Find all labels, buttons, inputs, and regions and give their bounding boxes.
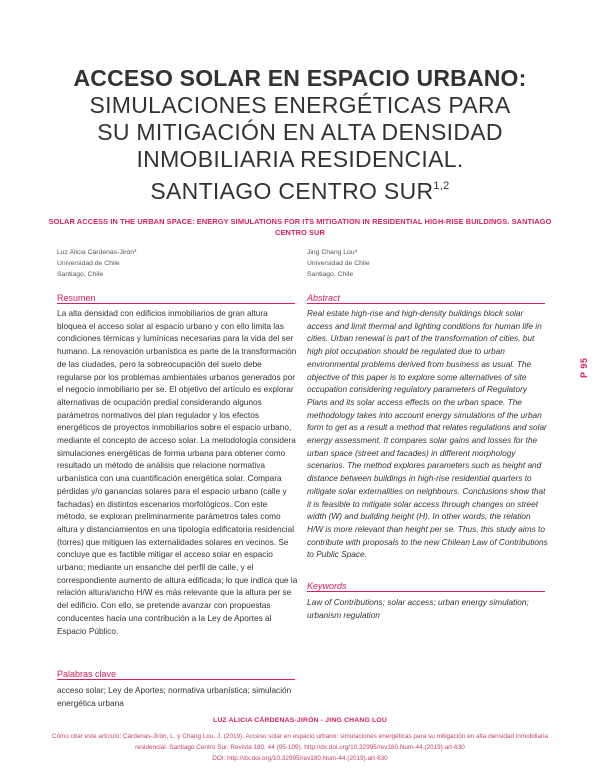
author-1-affiliation: Universidad de Chile (57, 260, 120, 267)
author-1 (57, 247, 136, 280)
abstract-text: Real estate high-rise and high-density buildings block solar access and limit thermal and lighting conditions for human life in cities. Urban renewal is part of the transformation of cities, but high plot occupation should be regulated due to urban environmental problems derived from business as usual. The objective of this paper is to explore some alternatives of site occupation considering regulatory parameters of Regulatory Plans and its solar access effects on the urban space. The methodology takes into account energy simulations of the urban form to get as a result a method that relates regulations and solar energy assessment. It compares solar gains and losses for the urban space (street and facades) in different morphology scenarios. The method explores parameters such as height and distance between buildings in high-rise residential quarters to mitigate solar externalities on neighbours. Conclusions show that it is feasible to mitigate solar access through changes on street width (W) and building height (H). In other words, the relation H/W is more relevant than height per se. Thus, this study aims to contribute with proposals to the new Chilean Law of Contributions to Public Space. (307, 308, 548, 560)
abstract-heading: Abstract (307, 293, 341, 303)
palabras-clave-text: acceso solar; Ley de Aportes; normativa urbanística; simulación energética urbana (57, 685, 292, 708)
author-2-location: Santiago, Chile (307, 271, 354, 278)
english-title: SOLAR ACCESS IN THE URBAN SPACE: ENERGY SIMULATIONS FOR ITS MITIGATION IN RESIDENTIAL HIGH-RISE BUILDINGS. SANTIAGO CENTRO SUR (48, 217, 552, 237)
keywords-heading: Keywords (307, 581, 347, 591)
resumen-divider (57, 303, 295, 304)
citation (40, 731, 560, 764)
resumen-heading: Resumen (57, 293, 96, 303)
author-1-location: Santiago, Chile (57, 271, 104, 278)
palabras-clave-heading: Palabras clave (57, 669, 117, 679)
author-2 (307, 247, 370, 280)
article-title (30, 64, 570, 205)
title-line-5-text: SANTIAGO CENTRO SUR (150, 178, 434, 204)
title-line-4: INMOBILIARIA RESIDENCIAL. (136, 146, 464, 172)
title-main-line: ACCESO SOLAR EN ESPACIO URBANO: (73, 65, 527, 91)
title-line-2: SIMULACIONES ENERGÉTICAS PARA (89, 92, 511, 118)
author-1-name: Luz Alicia Cárdenas-Jirón³ (57, 249, 137, 256)
keywords-text: Law of Contributions; solar access; urban energy simulation; urbanism regulation (307, 597, 529, 620)
doi-link[interactable]: DOI: http://dx.doi.org/10.32995/rev180.Num-44.(2019).art-630 (212, 755, 388, 762)
title-footnote-marker: 1,2 (433, 180, 450, 192)
author-2-name: Jing Chang Lou⁴ (307, 249, 358, 256)
citation-text: Cómo citar este artículo: Cárdenas-Jirón, L. y Chang Lou, J. (2019). Acceso solar en espacio urbano: simulaciones energéticas para su mitigación en alta densidad inmobiliaria residencial. Santiago Centro Sur. Revista 180, 44 (95-109). http://dx.doi.org/10.32995/rev180.Num-44.(2019).art-630 (51, 733, 549, 751)
footer-authors: LUZ ALICIA CÁRDENAS-JIRÓN - JING CHANG LOU (212, 717, 388, 724)
title-line-3: SU MITIGACIÓN EN ALTA DENSIDAD (97, 119, 503, 145)
page-number: P 95 (579, 357, 589, 378)
keywords-divider (307, 591, 545, 592)
title-line-5 (30, 173, 570, 205)
abstract-divider (307, 303, 545, 304)
resumen-text: La alta densidad con edificios inmobiliarios de gran altura bloquea el acceso solar al espacio urbano y con ello limita las condiciones térmicas y lumínicas necesarias para la vida del ser humano. La renovación urbanística es parte de la transformación de las ciudades, pero la sobreocupación del suelo debe regularse por los problemas ambientales urbanos generados por el negocio inmobiliario per se. El objetivo del artículo es explorar alternativas de ocupación predial considerando algunos parámetros normativos del plan regulador y los efectos energéticos de proyectos inmobiliarios sobre el espacio urbano, mediante el concepto de acceso solar. La metodología considera simulaciones energéticas de forma urbana para obtener como resultado un método de análisis que relacione normativa urbanística con una cuantificación energética solar. Compara pérdidas y/o ganancias solares para el espacio urbano (calle y fachadas) en distintos escenarios morfológicos. Con este método, se exploran preliminarmente parámetros tales como altura y distanciamientos en una tipología edificatoria residencial (torres) que mitiguen las externalidades solares en vecinos. Se concluye que es factible mitigar el acceso solar en espacio urbano; mediante un ensanche del perfil de calle, y el correspondiente aumento de altura edificada; lo que indica que la relación altura/ancho H/W es más relevante que la altura per se del edificio. Con ello, se pretende avanzar con propuestas conducentes hacia una contribución a la Ley de Aportes al Espacio Público. (57, 308, 298, 636)
author-2-affiliation: Universidad de Chile (307, 260, 370, 267)
palabras-clave-divider (57, 679, 295, 680)
